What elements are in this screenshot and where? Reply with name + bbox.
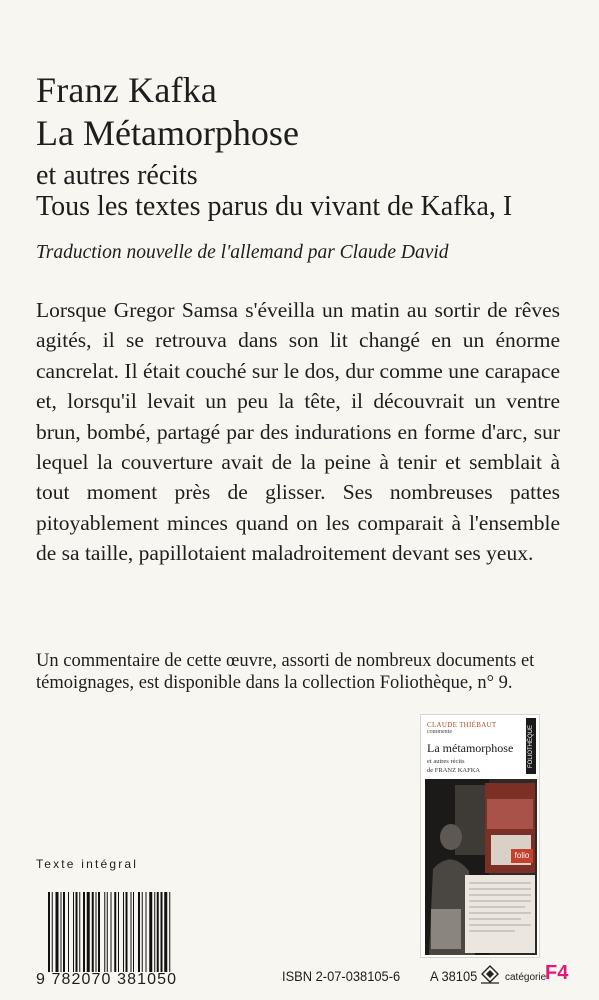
book-subtitle: et autres récits xyxy=(36,160,198,191)
mini-cover-spine: FOLIOTHÈQUE xyxy=(526,718,536,774)
mini-cover-role: commente xyxy=(427,729,452,735)
mini-cover-author: CLAUDE THIÉBAUT xyxy=(427,721,497,729)
product-code: A 38105 xyxy=(430,968,478,984)
isbn-number: ISBN 2-07-038105-6 xyxy=(282,968,401,984)
book-title: La Métamorphose xyxy=(36,113,299,153)
gallimard-logo-icon xyxy=(478,963,502,985)
barcode-digits: 9 782070 381050 xyxy=(36,971,178,988)
texte-integral-label: Texte intégral xyxy=(36,857,139,871)
excerpt-paragraph: Lorsque Gregor Samsa s'éveilla un matin au sortir de rêves agités, il se retrouva dans son lit changé en un énorme cancrelat. Il était couché sur le dos, dur comme une carapace et, lorsqu'il levait un peu la tête, il découvrait un ventre brun, bombé, partagé par des indurations en forme d'arc, sur lequel la couverture avait de la peine à tenir et semblait à tout moment près de glisser. Ses nombreuses pattes pitoyablement minces quand on les comparait à l'ensemble de sa taille, papillotaient maladroitement devant ses yeux. xyxy=(36,298,560,566)
barcode xyxy=(48,892,206,972)
folio-logo: folio xyxy=(511,849,533,863)
translation-credit: Traduction nouvelle de l'allemand par Claude David xyxy=(36,242,449,263)
mini-cover-photo-collage xyxy=(425,779,537,955)
commentary-note: Un commentaire de cette œuvre, assorti de nombreux documents et témoignages, est disponible dans la collection Foliothèque, n° 9. xyxy=(36,651,535,693)
category-label: catégorie xyxy=(505,972,547,983)
mini-cover-title: La métamorphose xyxy=(427,741,514,755)
author-name: Franz Kafka xyxy=(36,70,218,110)
mini-cover-byline: de FRANZ KAFKA xyxy=(427,767,481,774)
series-line: Tous les textes parus du vivant de Kafka, I xyxy=(36,191,513,222)
foliotheque-cover-thumbnail xyxy=(420,714,540,958)
category-code: F4 xyxy=(545,962,569,984)
mini-cover-subtitle: et autres récits xyxy=(427,758,465,765)
